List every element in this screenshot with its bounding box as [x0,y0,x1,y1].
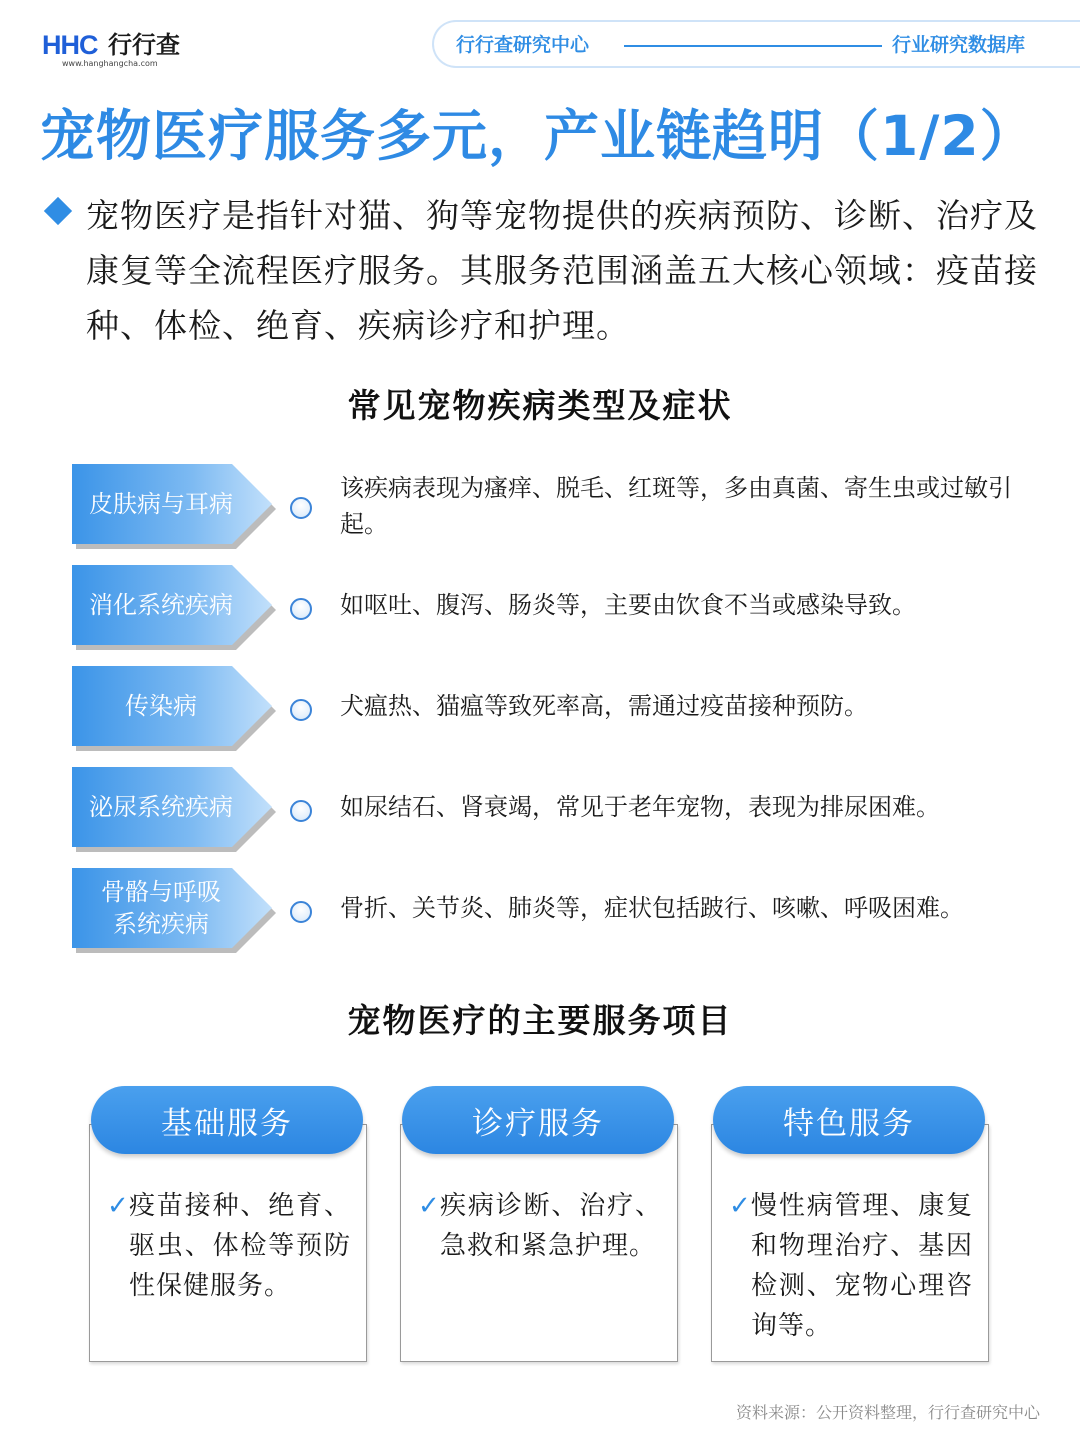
diseases-section-title: 常见宠物疾病类型及症状 [347,386,733,425]
brand-logo [42,30,192,72]
logo-name: 行行查 [108,31,180,59]
diamond-bullet-icon [44,197,72,225]
header-divider-line [624,45,882,47]
card-text: 疫苗接种、绝育、驱虫、体检等预防性保健服务。 [129,1191,351,1301]
logo-url: www.hanghangcha.com [62,59,158,68]
disease-label: 皮肤病与耳病 [89,490,233,518]
database-label: 行业研究数据库 [892,34,1026,56]
intro-paragraph: 宠物医疗是指针对猫、狗等宠物提供的疾病预防、诊断、治疗及康复等全流程医疗服务。其服务范围涵盖五大核心领域：疫苗接种、体检、绝育、疾病诊疗和护理。 [86,196,1038,345]
card-text: 疾病诊断、治疗、急救和紧急护理。 [440,1191,662,1261]
source-note: 资料来源：公开资料整理，行行查研究中心 [735,1403,1040,1422]
card-title: 诊疗服务 [402,1086,674,1154]
card-title: 特色服务 [713,1086,985,1154]
logo-mark: HHC [42,30,98,60]
disease-description: 如尿结石、肾衰竭，常见于老年宠物，表现为排尿困难。 [340,793,940,821]
check-icon: ✓ [729,1191,751,1221]
circle-bullet-icon [290,901,312,923]
check-icon: ✓ [418,1191,440,1221]
card-title: 基础服务 [91,1086,363,1154]
disease-row [0,767,1080,847]
card-text: 慢性病管理、康复和物理治疗、基因检测、宠物心理咨询等。 [751,1191,973,1341]
research-center-label: 行行查研究中心 [456,34,590,56]
disease-description: 如呕吐、腹泻、肠炎等，主要由饮食不当或感染导致。 [340,591,916,619]
disease-description: 犬瘟热、猫瘟等致死率高，需通过疫苗接种预防。 [340,692,868,720]
services-section-title: 宠物医疗的主要服务项目 [347,1001,733,1040]
header-banner [432,20,1080,68]
disease-description: 骨折、关节炎、肺炎等，症状包括跛行、咳嗽、呼吸困难。 [340,894,964,922]
service-card-diagnosis [400,1086,678,1362]
page-title: 宠物医疗服务多元，产业链趋明（1/2） [40,104,1036,168]
service-card-basic [89,1086,367,1362]
disease-label: 传染病 [125,692,197,720]
circle-bullet-icon [290,800,312,822]
disease-label: 泌尿系统疾病 [89,793,233,821]
disease-description: 该疾病表现为瘙痒、脱毛、红斑等，多由真菌、寄生虫或过敏引起。 [340,474,1012,538]
disease-row [0,868,1080,948]
circle-bullet-icon [290,497,312,519]
disease-row [0,464,1080,544]
circle-bullet-icon [290,598,312,620]
disease-row [0,565,1080,645]
service-card-special [711,1086,989,1362]
circle-bullet-icon [290,699,312,721]
disease-label: 骨骼与呼吸系统疾病 [101,878,221,938]
check-icon: ✓ [107,1191,129,1221]
disease-row [0,666,1080,746]
disease-label: 消化系统疾病 [89,591,233,619]
